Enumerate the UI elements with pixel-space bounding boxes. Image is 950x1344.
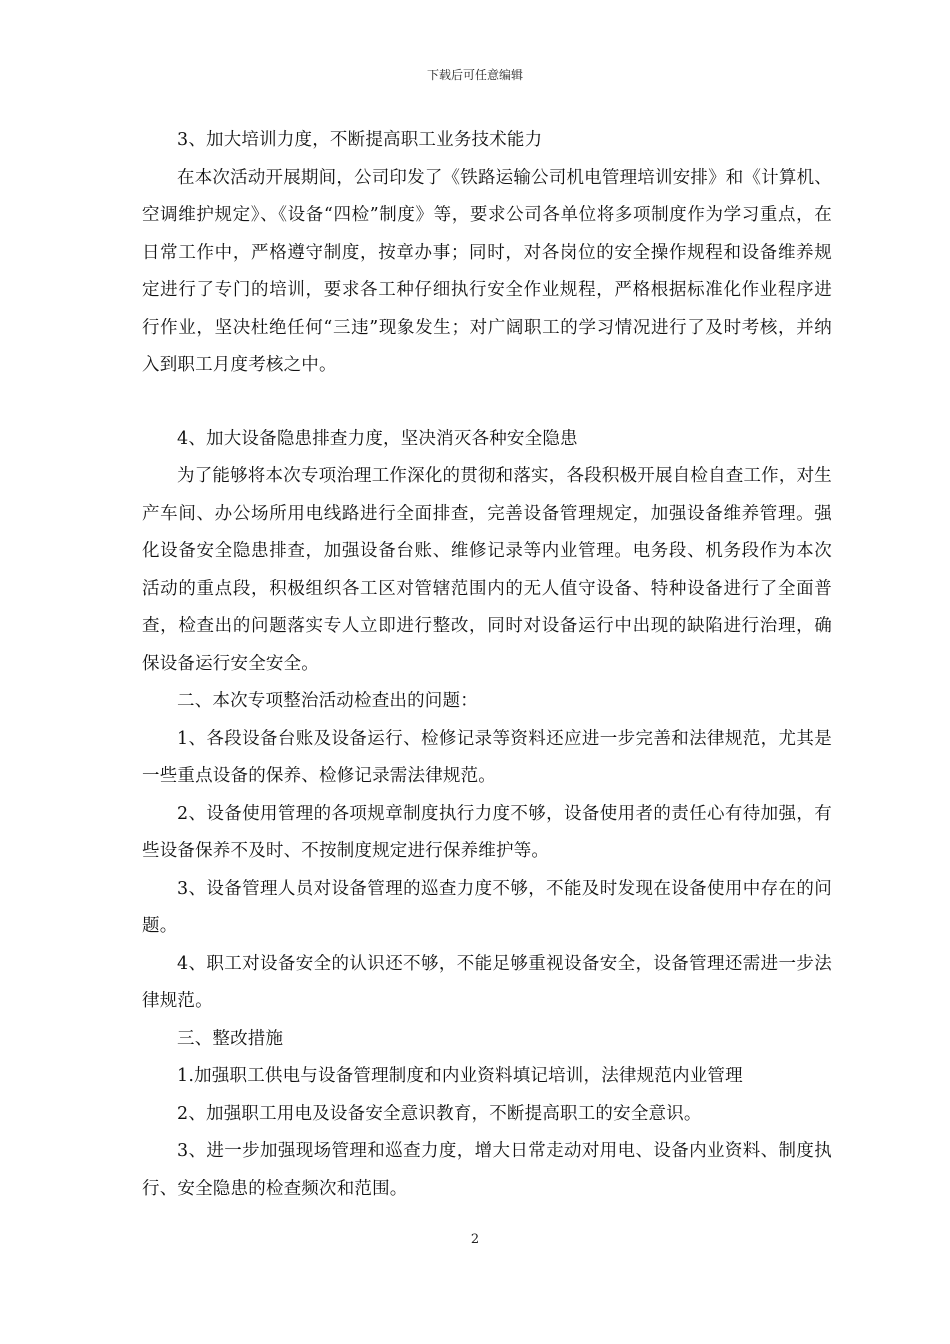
page-number: 2	[470, 1232, 480, 1247]
list-item: 3、设备管理人员对设备管理的巡查力度不够，不能及时发现在设备使用中存在的问题。	[142, 878, 832, 936]
list-item: 1、各段设备台账及设备运行、检修记录等资料还应进一步完善和法律规范，尤其是一些重点设备的保养、检修记录需法律规范。	[142, 728, 832, 786]
section-gap	[142, 385, 832, 421]
list-item: 4、职工对设备安全的认识还不够，不能足够重视设备安全，设备管理还需进一步法律规范。	[142, 953, 832, 1011]
document-body	[142, 122, 832, 1208]
page-header: 下载后可任意编辑	[426, 68, 523, 82]
list-item: 2、加强职工用电及设备安全意识教育，不断提高职工的安全意识。	[177, 1103, 702, 1124]
list-item: 2、设备使用管理的各项规章制度执行力度不够，设备使用者的责任心有待加强，有些设备保养不及时、不按制度规定进行保养维护等。	[142, 803, 832, 861]
paragraph: 为了能够将本次专项治理工作深化的贯彻和落实，各段积极开展自检自查工作，对生产车间、办公场所用电线路进行全面排查，完善设备管理规定，加强设备维养管理。强化设备安全隐患排查，加强设备台账、维修记录等内业管理。电务段、机务段作为本次活动的重点段，积极组织各工区对管辖范围内的无人值守设备、特种设备进行了全面普查，检查出的问题落实专人立即进行整改，同时对设备运行中出现的缺陷进行治理，确保设备运行安全安全。	[142, 466, 832, 674]
section-heading: 4、加大设备隐患排查力度，坚决消灭各种安全隐患	[177, 428, 578, 449]
list-item: 1.加强职工供电与设备管理制度和内业资料填记培训，法律规范内业管理	[177, 1066, 743, 1086]
paragraph: 在本次活动开展期间，公司印发了《铁路运输公司机电管理培训安排》和《计算机、空调维护规定》、《设备“四检”制度》等，要求公司各单位将多项制度作为学习重点，在日常工作中，严格遵守制度，按章办事；同时，对各岗位的安全操作规程和设备维养规定进行了专门的培训，要求各工种仔细执行安全作业规程，严格根据标准化作业程序进行作业，坚决杜绝任何“三违”现象发生；对广阔职工的学习情况进行了及时考核，并纳入到职工月度考核之中。	[142, 167, 832, 375]
section-heading: 3、加大培训力度，不断提高职工业务技术能力	[177, 130, 543, 150]
section-measures	[142, 1021, 832, 1209]
section-heading: 三、整改措施	[177, 1028, 284, 1049]
section-heading: 二、本次专项整治活动检查出的问题：	[177, 691, 478, 711]
section-training	[142, 122, 832, 385]
list-item: 3、进一步加强现场管理和巡查力度，增大日常走动对用电、设备内业资料、制度执行、安全隐患的检查频次和范围。	[142, 1141, 832, 1199]
section-problems	[142, 683, 832, 1021]
section-hazard	[142, 421, 832, 684]
